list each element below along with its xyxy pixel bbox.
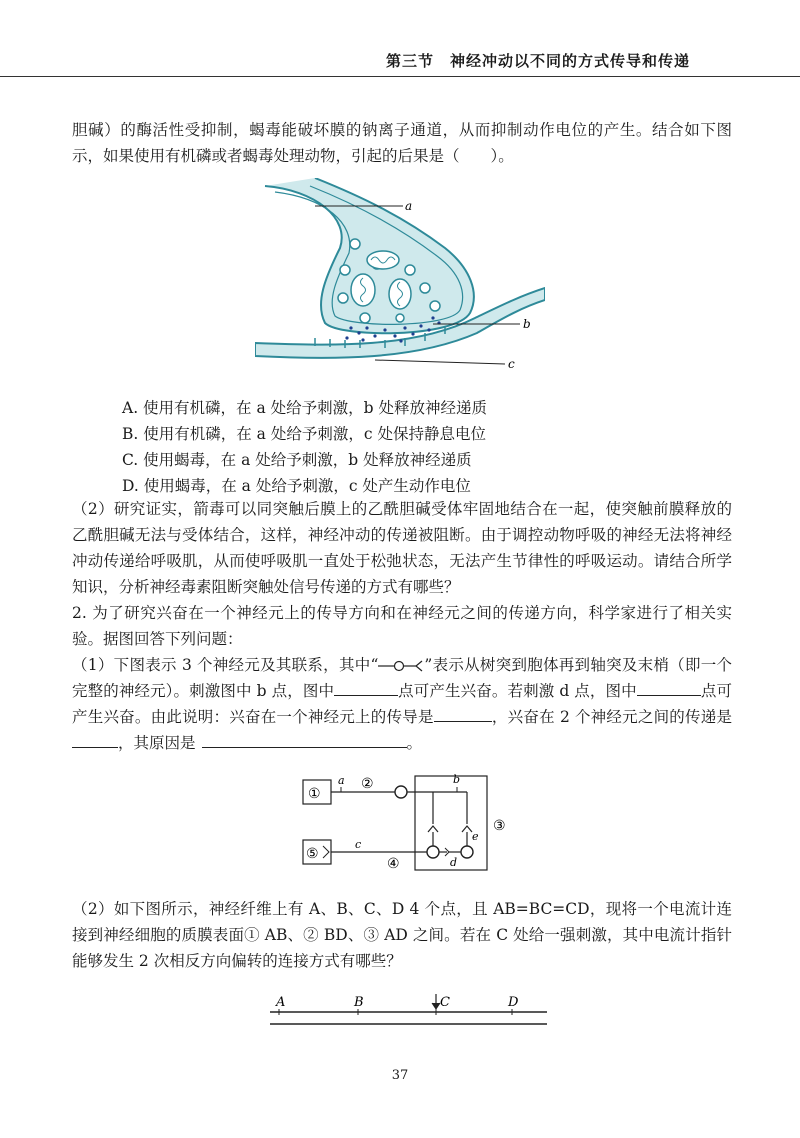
label-4: ④	[387, 856, 400, 872]
soma	[395, 786, 407, 798]
answer-blank[interactable]	[434, 705, 492, 722]
mitochondrion	[389, 279, 411, 309]
label-a: a	[338, 774, 345, 787]
paragraph-intro: 胆碱）的酶活性受抑制，蝎毒能破坏膜的钠离子通道，从而抑制动作电位的产生。结合如下图示，如果使用有机磷或者蝎毒处理动物，引起的后果是（ ）。	[72, 121, 732, 165]
soma	[427, 846, 439, 858]
text-part: ，兴奋在 2 个神经元之间的传递是	[491, 708, 732, 726]
text-part: ，其原因是	[118, 734, 196, 752]
section-title: 第三节 神经冲动以不同的方式传导和传递	[385, 52, 690, 70]
answer-blank[interactable]	[334, 679, 398, 696]
text-part: 点可产生兴奋。由此说明：兴奋在一个神经元上的传导是	[72, 682, 732, 726]
text-part: 点可产生兴奋。若刺激 d 点，图中	[398, 682, 637, 700]
label-c: c	[508, 357, 515, 371]
label-D: D	[508, 995, 519, 1010]
option-b: B. 使用有机磷，在 a 处给予刺激，c 处保持静息电位	[122, 425, 486, 443]
option-a: A. 使用有机磷，在 a 处给予刺激，b 处释放神经递质	[122, 399, 487, 417]
neuron-circuit-figure	[295, 768, 525, 878]
text-part: 。	[406, 734, 423, 752]
paragraph-question-2-1	[72, 652, 732, 756]
answer-blank[interactable]	[72, 731, 118, 748]
label-A: A	[276, 995, 286, 1010]
paragraph-question-2-2: （2）研究证实，箭毒可以同突触后膜上的乙酰胆碱受体牢固地结合在一起，使突触前膜释放的乙酰胆碱无法与受体结合，这样，神经冲动的传递被阻断。由于调控动物呼吸的神经无法将神经冲动传递给呼吸肌，从而使呼吸肌一直处于松弛状态，无法产生节律性的呼吸运动。请结合所学知识，分析神经毒素阻断突触处信号传递的方式有哪些？	[72, 500, 732, 596]
paragraph-question-2-2b: （2）如下图所示，神经纤维上有 A、B、C、D 4 个点，且 AB=BC=CD，现将一个电流计连接到神经细胞的质膜表面① AB、② BD、③ AD 之间。若在 C 处给一强刺激，其中电流计指针能够发生 2 次相反方向偏转的连接方式有哪些？	[72, 900, 732, 970]
nerve-fiber-figure	[262, 990, 552, 1030]
neuron-symbol-icon	[378, 660, 424, 672]
page-header	[0, 0, 800, 80]
page-number: 37	[391, 1068, 409, 1083]
answer-blank[interactable]	[202, 731, 407, 748]
header-divider	[0, 76, 800, 77]
text-part: ”表示从树突到胞体再到轴突及末梢（即一个完整的神经元）。刺激图中 b 点，图中	[72, 656, 732, 700]
label-c: c	[355, 838, 362, 851]
label-B: B	[354, 995, 364, 1010]
option-d: D. 使用蝎毒，在 a 处给予刺激，c 处产生动作电位	[122, 477, 471, 495]
label-b: b	[453, 773, 461, 786]
paragraph-question-2: 2. 为了研究兴奋在一个神经元上的传导方向和在神经元之间的传递方向，科学家进行了相关实验。据图回答下列问题：	[72, 604, 732, 648]
label-3: ③	[493, 818, 506, 834]
label-2: ②	[361, 776, 374, 792]
label-5: ⑤	[306, 846, 319, 862]
label-C: C	[440, 995, 450, 1010]
label-a: a	[405, 199, 413, 213]
mitochondrion	[351, 274, 375, 306]
label-e: e	[472, 830, 479, 843]
synapse-figure	[255, 178, 545, 378]
text-part: （1）下图表示 3 个神经元及其联系，其中“	[72, 656, 379, 674]
label-1: ①	[308, 786, 321, 802]
soma	[461, 846, 473, 858]
option-c: C. 使用蝎毒，在 a 处给予刺激，b 处释放神经递质	[122, 451, 472, 469]
label-b: b	[523, 317, 531, 331]
answer-blank[interactable]	[637, 679, 701, 696]
label-d: d	[450, 856, 458, 869]
mitochondrion	[367, 251, 399, 269]
